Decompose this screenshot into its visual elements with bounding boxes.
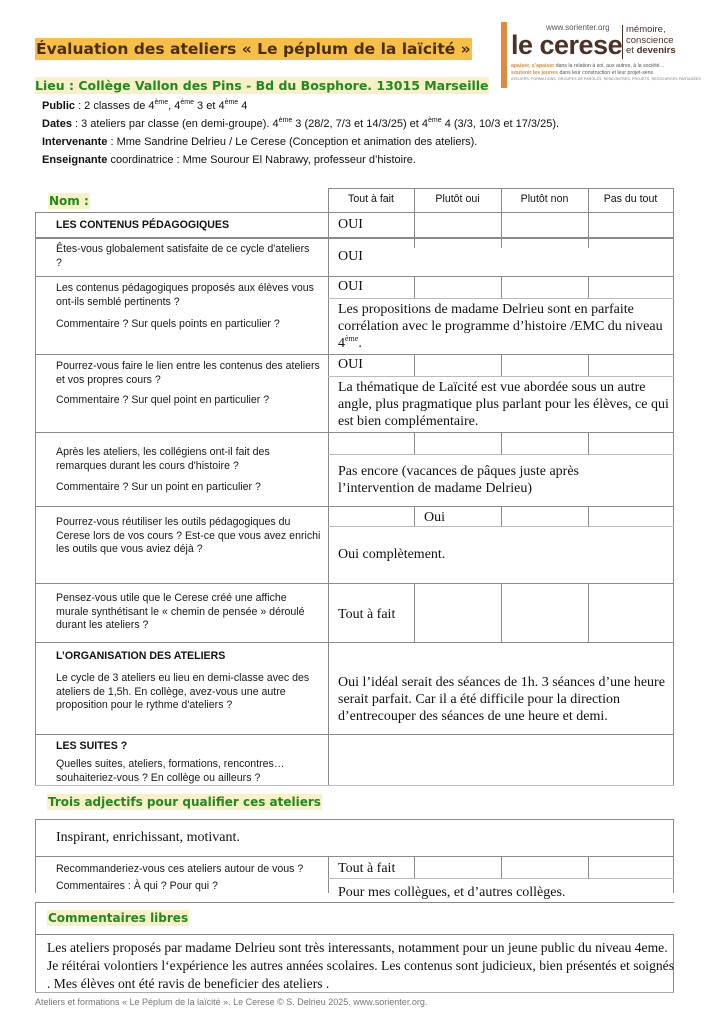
grid-line — [588, 276, 589, 298]
page-title: Évaluation des ateliers « Le péplum de la laïcité » — [36, 40, 471, 58]
comment-prompt: Commentaires : À qui ? Pour qui ? — [56, 880, 218, 892]
grid-line — [328, 376, 674, 377]
adjectifs-answer: Inspirant, enrichissant, motivant. — [56, 830, 240, 845]
grid-line — [328, 526, 674, 527]
grid-line — [501, 432, 502, 454]
grid-line — [35, 934, 674, 935]
logo-url: www.sorienter.org — [546, 23, 610, 32]
question-remarques: Après les ateliers, les collégiens ont-il fait des remarques durant les cours d'histoire ? — [56, 446, 270, 472]
logo-tagline: mémoire, conscience et devenirs — [626, 24, 676, 56]
grid-line — [414, 856, 415, 878]
grid-line — [414, 276, 415, 298]
question-affiche: Pensez-vous utile que le Cerese créé une affiche murale synthétisant le « chemin de pensée » déroulé durant les ateliers ? — [56, 592, 305, 631]
grid-line — [35, 785, 674, 786]
question-pertinence: Les contenus pédagogiques proposés aux élèves vous ont-ils semblé pertinents ? — [56, 282, 314, 308]
grid-line — [414, 506, 415, 526]
grid-line — [35, 992, 674, 993]
comment-prompt: Commentaire ? Sur quel point en particulier ? — [56, 394, 270, 406]
question-outils: Pourrez-vous réutiliser les outils pédagogiques du Cerese lors de vos cours ? Est-ce que vous avez enrichi les outils que vous aviez déjà ? — [56, 516, 321, 555]
grid-line — [501, 506, 502, 526]
grid-line — [35, 432, 674, 433]
rating-answer: OUI — [338, 357, 363, 372]
logo-name: le cerese — [511, 30, 623, 60]
rating-answer: Tout à fait — [338, 607, 396, 622]
info-enseignante: Enseignante coordinatrice : Mme Sourour El Nabrawy, professeur d’histoire. — [42, 154, 416, 166]
grid-line — [328, 454, 674, 455]
grid-line — [35, 212, 36, 785]
grid-line — [328, 188, 329, 785]
logo-separator — [622, 25, 623, 59]
question-lien-cours: Pourrez-vous faire le lien entre les contenus des ateliers et vos propres cours ? — [56, 360, 320, 386]
col-header-plutot-non: Plutôt non — [520, 193, 569, 205]
question-rythme: Le cycle de 3 ateliers eu lieu en demi-classe avec des ateliers de 1,5h. En collège, avez-vous une autre proposition pour le rythme d'ateliers ? — [56, 672, 310, 711]
info-intervenante: Intervenante : Mme Sandrine Delrieu / Le Cerese (Conception et animation des ateliers). — [42, 136, 478, 148]
grid-line — [414, 354, 415, 376]
footer: Ateliers et formations « Le Péplum de la laïcité ». Le Cerese © S. Delrieu 2025. www.sorienter.org. — [35, 997, 428, 1007]
info-dates: Dates : 3 ateliers par classe (en demi-groupe). 4ème 3 (28/2, 7/3 et 14/3/25) et 4ème 4 (3/3, 10/3 et 17/3/25). — [42, 117, 560, 130]
comment-answer: Oui l’idéal serait des séances de 1h. 3 séances d’une heure serait parfait. Car il a été difficile pour la direction d’entrecouper des séances de une heure et demi. — [338, 675, 665, 724]
logo-line-2: soutenir les jeunes dans leur construction et leur projet-sens — [511, 70, 654, 76]
logo-line-3: ATELIERS, FORMATIONS, GROUPES DE PAROLES, RENCONTRES, PROJETS, RESSOURCES PARTAGÉES — [511, 77, 702, 81]
logo-accent-bar — [501, 22, 507, 88]
logo-line-1: apaiser, s’apaiser dans la relation à soi, aux autres, à la société… — [511, 63, 665, 69]
question-suites: Quelles suites, ateliers, formations, rencontres… souhaiteriez-vous ? En collège ou ailleurs ? — [56, 758, 285, 784]
info-public: Public : 2 classes de 4ème, 4ème 3 et 4ème 4 — [42, 99, 248, 112]
rating-answer: Tout à fait — [338, 861, 396, 876]
grid-line — [588, 506, 589, 526]
grid-line — [328, 188, 674, 189]
grid-line — [501, 354, 502, 376]
grid-line — [588, 354, 589, 376]
section-suites: LES SUITES ? — [56, 740, 128, 752]
grid-line — [35, 642, 674, 643]
grid-line — [35, 902, 36, 993]
rating-answer: Oui — [424, 510, 445, 525]
comment-answer: Oui complètement. — [338, 547, 446, 562]
grid-line — [35, 819, 674, 820]
comment-answer: Pour mes collègues, et d’autres collèges. — [338, 885, 566, 900]
col-header-plutot-oui: Plutôt oui — [435, 193, 480, 205]
rating-answer: OUI — [338, 249, 363, 264]
grid-line — [35, 734, 674, 735]
col-header-pas-du-tout: Pas du tout — [603, 193, 658, 205]
grid-line — [35, 276, 674, 277]
grid-line — [328, 856, 329, 893]
grid-line — [35, 354, 674, 355]
comment-answer: Pas encore (vacances de pâques juste après l’intervention de madame Delrieu) — [338, 464, 580, 496]
grid-line — [414, 583, 415, 642]
commentaires-heading: Commentaires libres — [48, 911, 189, 925]
grid-line — [501, 856, 502, 878]
comment-answer: Les propositions de madame Delrieu sont en parfaite corrélation avec le programme d’histoire /EMC du niveau 4ème. — [338, 302, 663, 351]
grid-line — [588, 432, 589, 454]
grid-line — [35, 902, 674, 903]
grid-line — [35, 212, 674, 213]
question-recommend: Recommanderiez-vous ces ateliers autour de vous ? — [56, 863, 304, 875]
grid-line — [414, 432, 415, 454]
grid-line — [588, 583, 589, 642]
grid-line — [328, 298, 674, 299]
rating-answer: OUI — [338, 279, 363, 294]
grid-line — [35, 237, 674, 239]
nom-label: Nom : — [49, 194, 89, 208]
comment-prompt: Commentaire ? Sur un point en particulier ? — [56, 481, 261, 493]
comment-answer: La thématique de Laïcité est vue abordée sous un autre angle, plus pragmatique plus parlant pour les élèves, ce qui est bien complémentaire. — [338, 380, 669, 429]
grid-line — [328, 878, 674, 879]
grid-line — [35, 506, 674, 507]
location-heading: Lieu : Collège Vallon des Pins - Bd du Bosphore. 13015 Marseille — [35, 78, 489, 93]
section-contenus: LES CONTENUS PÉDAGOGIQUES — [56, 219, 230, 231]
grid-line — [35, 856, 674, 857]
grid-line — [35, 583, 674, 584]
rating-answer: OUI — [338, 217, 363, 232]
grid-line — [501, 276, 502, 298]
section-organisation: L’ORGANISATION DES ATELIERS — [56, 650, 226, 662]
commentaires-answer: Les ateliers proposés par madame Delrieu sont très interessants, notamment pour un jeune public du niveau 4eme. Je réitérai volontiers l‘expérience les autres années scolaires. Les contenus sont judicieux, bien présentés et soignés . Mes élèves ont été ravis de beneficier des ateliers . — [47, 940, 674, 991]
question-satisfaction: Êtes-vous globalement satisfaite de ce cycle d'ateliers ? — [56, 243, 310, 269]
comment-prompt: Commentaire ? Sur quels points en particulier ? — [56, 318, 280, 330]
cerese-logo — [501, 22, 702, 90]
col-header-tout-a-fait: Tout à fait — [348, 193, 394, 205]
adjectifs-heading: Trois adjectifs pour qualifier ces ateliers — [48, 795, 321, 809]
grid-line — [501, 583, 502, 642]
grid-line — [588, 856, 589, 878]
